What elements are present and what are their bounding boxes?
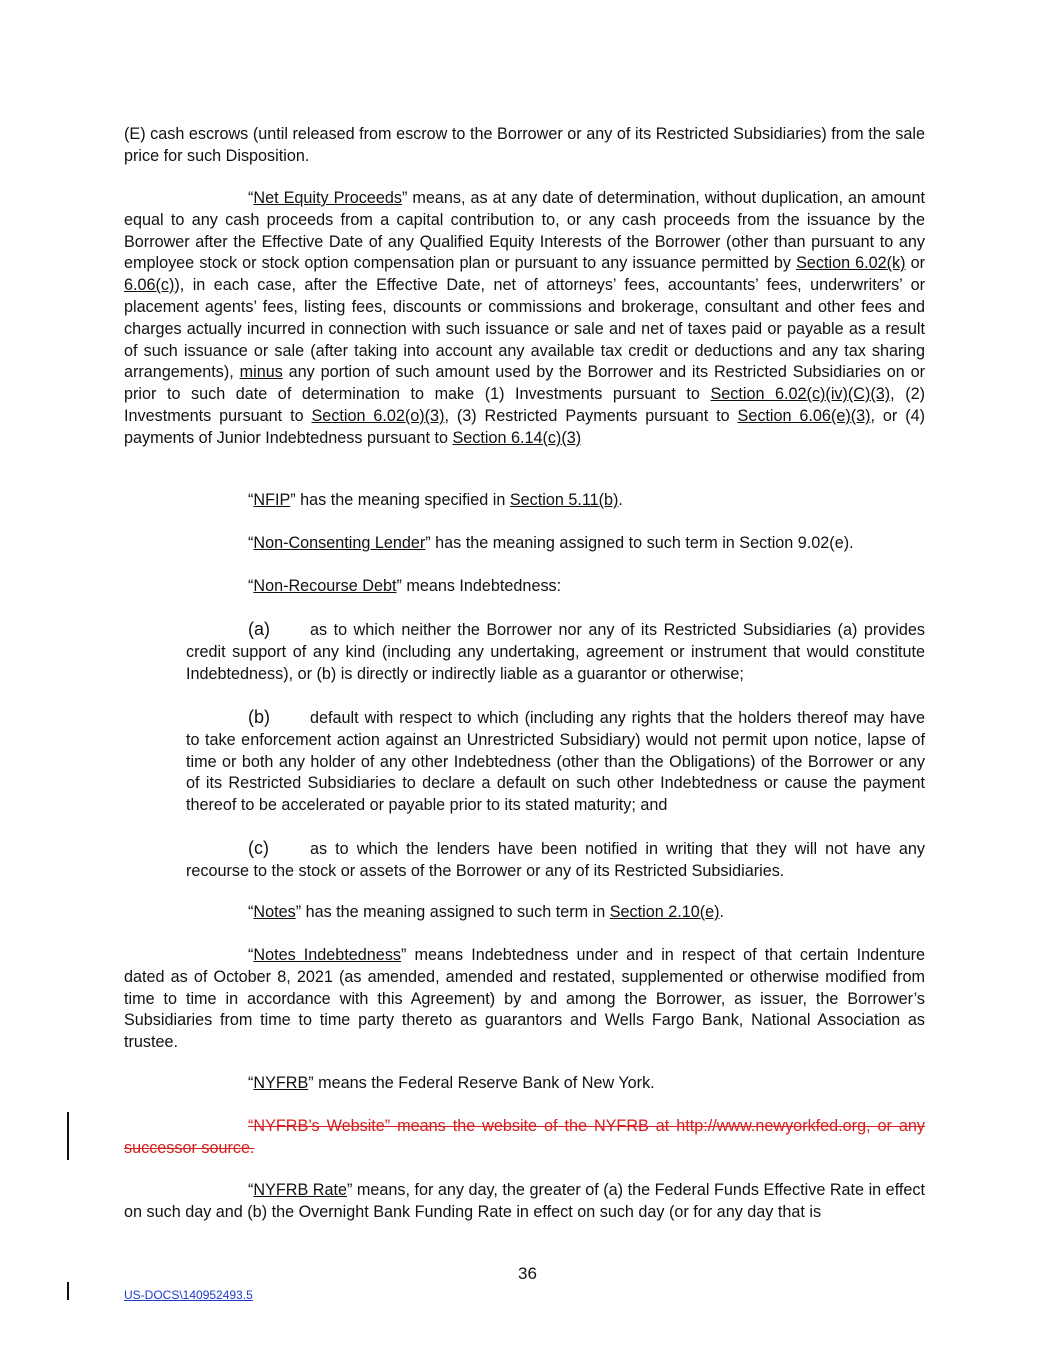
defined-term-net-equity-proceeds: Net Equity Proceeds	[253, 189, 402, 207]
paragraph-non-consenting-lender: “Non-Consenting Lender” has the meaning assigned to such term in Section 9.02(e).	[248, 534, 854, 552]
page-number: 36	[518, 1264, 537, 1283]
paragraph-net-equity-proceeds: “Net Equity Proceeds” means, as at any date of determination, without duplication, an amount equal to any cash proceeds from a capital contribution to, or any cash proceeds from the issuance by the Borrower after the Effective Date of any Qualified Equity Interests of the Borrower (other than pursuant to any employee stock or stock option compensation plan or pursuant to any issuance permitted by Section 6.02(k) or 6.06(c)), in each case, after the Effective Date, net of attorneys’ fees, accountants’ fees, underwriters’ or placement agents’ fees, listing fees, discounts or commissions and brokerage, consultant and other fees and charges actually incurred in connection with such issuance or sale and net of taxes paid or payable as a result of such issuance or sale (after taking into account any available tax credit or deductions and any tax sharing arrangements), minus any portion of such amount used by the Borrower and its Restricted Subsidiaries on or prior to such date of determination to make (1) Investments pursuant to Section 6.02(c)(iv)(C)(3), (2) Investments pursuant to Section 6.02(o)(3), (3) Restricted Payments pursuant to Section 6.06(e)(3), or (4) payments of Junior Indebtedness pursuant to Section 6.14(c)(3)	[124, 189, 926, 447]
section-reference: Section 6.02(k)	[796, 254, 906, 273]
defined-term-notes-indebtedness: Notes Indebtedness	[253, 946, 402, 964]
clause-label: (b)	[248, 707, 270, 727]
revision-change-bar	[67, 1112, 69, 1160]
clause-c: (c) as to which the lenders have been notified in writing that they will not have any recourse to the stock or assets of the Borrower or any of its Restricted Subsidiaries.	[186, 838, 925, 880]
section-reference: Section 5.11(b)	[509, 491, 619, 509]
section-reference: 6.06(c)	[124, 276, 175, 295]
clause-label: (a)	[248, 619, 270, 639]
deleted-paragraph-nyfrb-website: “NYFRB’s Website” means the website of the NYFRB at http://www.newyorkfed.org, or any successor source.	[124, 1117, 925, 1157]
clause-label: (c)	[248, 838, 269, 858]
defined-term-non-recourse-debt: Non-Recourse Debt	[253, 577, 397, 595]
emphasis-minus: minus	[239, 363, 283, 382]
footer-document-id[interactable]: US-DOCS\140952493.5	[124, 1288, 253, 1302]
section-reference: Section 6.14(c)(3)	[452, 428, 582, 447]
clause-b: (b) default with respect to which (including any rights that the holders thereof may have to take enforcement action against an Unrestricted Subsidiary) would not permit upon notice, lapse of time or both any holder of any other Indebtedness (other than the Obligations) of the Borrower or any of its Restricted Subsidiaries to declare a default on such other Indebtedness or cause the payment thereof to be accelerated or payable prior to its stated maturity; and	[186, 707, 925, 815]
section-reference: Section 6.06(e)(3)	[737, 406, 871, 425]
paragraph-non-recourse-debt: “Non-Recourse Debt” means Indebtedness:	[248, 577, 562, 595]
paragraph-nyfrb: “NYFRB” means the Federal Reserve Bank of New York.	[248, 1074, 655, 1092]
defined-term-nfip: NFIP	[253, 491, 291, 509]
defined-term-nyfrb: NYFRB	[253, 1074, 309, 1092]
defined-term-nyfrb-rate: NYFRB Rate	[253, 1181, 347, 1199]
paragraph-escrow: (E) cash escrows (until released from escrow to the Borrower or any of its Restricted Subsidiaries) from the sale price for such Disposition.	[124, 125, 925, 165]
section-reference: Section 6.02(c)(iv)(C)(3)	[710, 385, 891, 404]
clause-a: (a) as to which neither the Borrower nor any of its Restricted Subsidiaries (a) provides credit support of any kind (including any undertaking, agreement or instrument that would constitute Indebtedness), or (b) is directly or indirectly liable as a guarantor or otherwise;	[186, 619, 925, 683]
paragraph-notes-indebtedness: “Notes Indebtedness” means Indebtedness under and in respect of that certain Indenture dated as of October 8, 2021 (as amended, amended and restated, supplemented or otherwise modified from time to time in accordance with this Agreement) by and among the Borrower, as issuer, the Borrower’s Subsidiaries from time to time party thereto as guarantors and Wells Fargo Bank, National Association as trustee.	[124, 946, 925, 1052]
defined-term-notes: Notes	[253, 903, 296, 921]
section-reference: Section 2.10(e)	[609, 903, 720, 921]
section-reference: Section 6.02(o)(3)	[311, 406, 445, 425]
defined-term-non-consenting-lender: Non-Consenting Lender	[253, 534, 426, 552]
footer-change-bar	[67, 1282, 69, 1300]
paragraph-nfip: “NFIP” has the meaning specified in Section 5.11(b).	[248, 491, 623, 509]
paragraph-nyfrb-rate: “NYFRB Rate” means, for any day, the greater of (a) the Federal Funds Effective Rate in effect on such day and (b) the Overnight Bank Funding Rate in effect on such day (or for any day that is	[124, 1181, 925, 1221]
paragraph-notes: “Notes” has the meaning assigned to such term in Section 2.10(e).	[248, 903, 724, 921]
